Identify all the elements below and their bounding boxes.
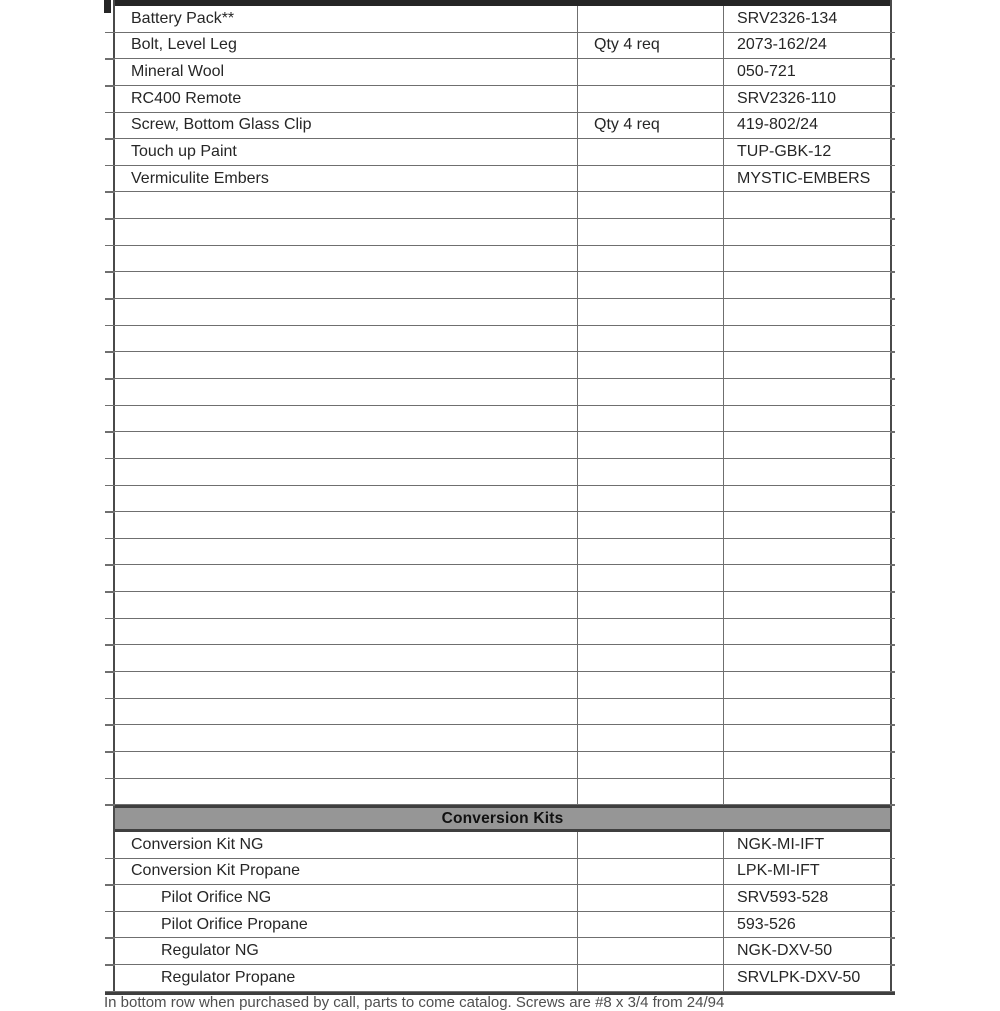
qty-cell [577, 406, 723, 432]
qty-cell [577, 699, 723, 725]
qty-cell [577, 299, 723, 325]
empty-table-row [115, 592, 890, 619]
empty-table-row [115, 512, 890, 539]
item-cell [115, 672, 577, 698]
qty-cell [577, 565, 723, 591]
part-number-cell: 593-526 [723, 912, 890, 938]
qty-cell [577, 672, 723, 698]
part-number-cell [723, 219, 890, 245]
table-row [115, 938, 890, 965]
part-number-cell [723, 379, 890, 405]
item-cell: Mineral Wool [131, 63, 225, 81]
empty-table-row [115, 406, 890, 433]
qty-cell [577, 432, 723, 458]
qty-cell [577, 192, 723, 218]
qty-cell [577, 592, 723, 618]
parts-rows-conversion-section [115, 832, 890, 992]
qty-cell: Qty 4 req [577, 33, 723, 59]
table-row [115, 965, 890, 992]
empty-table-row [115, 432, 890, 459]
item-cell [115, 725, 577, 751]
item-cell [115, 565, 577, 591]
empty-table-row [115, 725, 890, 752]
part-number-cell: 050-721 [723, 59, 890, 85]
qty-cell [577, 832, 723, 858]
empty-table-row [115, 619, 890, 646]
item-cell: RC400 Remote [131, 89, 242, 107]
qty-cell [577, 166, 723, 192]
item-cell [115, 619, 577, 645]
table-row [115, 859, 890, 886]
part-number-cell [723, 299, 890, 325]
empty-table-row [115, 645, 890, 672]
part-number-cell [723, 619, 890, 645]
table-row [115, 912, 890, 939]
empty-table-row [115, 699, 890, 726]
item-cell [115, 592, 577, 618]
qty-cell [577, 379, 723, 405]
part-number-cell [723, 192, 890, 218]
empty-table-row [115, 379, 890, 406]
part-number-cell: SRVLPK-DXV-50 [723, 965, 890, 991]
qty-cell [577, 965, 723, 991]
item-cell: Pilot Orifice NG [161, 888, 272, 906]
qty-cell [577, 645, 723, 671]
part-number-cell [723, 645, 890, 671]
empty-table-row [115, 219, 890, 246]
empty-table-row [115, 539, 890, 566]
item-cell [115, 779, 577, 805]
item-cell: Battery Pack** [131, 9, 235, 27]
qty-cell [577, 725, 723, 751]
table-row [115, 33, 890, 60]
item-cell: Touch up Paint [131, 143, 237, 161]
table-row [115, 59, 890, 86]
part-number-cell: 2073-162/24 [723, 33, 890, 59]
item-cell [115, 379, 577, 405]
part-number-cell [723, 352, 890, 378]
item-cell: Pilot Orifice Propane [161, 915, 308, 933]
qty-cell [577, 219, 723, 245]
qty-cell [577, 326, 723, 352]
part-number-cell [723, 592, 890, 618]
part-number-cell [723, 246, 890, 272]
qty-cell [577, 139, 723, 165]
qty-cell [577, 246, 723, 272]
qty-cell [577, 512, 723, 538]
table-row [115, 113, 890, 140]
part-number-cell: MYSTIC-EMBERS [723, 166, 890, 192]
empty-table-row [115, 272, 890, 299]
item-cell [115, 352, 577, 378]
item-cell [115, 219, 577, 245]
part-number-cell: NGK-DXV-50 [723, 938, 890, 964]
item-cell [115, 246, 577, 272]
part-number-cell [723, 725, 890, 751]
part-number-cell [723, 699, 890, 725]
qty-cell [577, 486, 723, 512]
part-number-cell [723, 672, 890, 698]
item-cell [115, 752, 577, 778]
item-cell [115, 699, 577, 725]
part-number-cell [723, 565, 890, 591]
part-number-cell [723, 486, 890, 512]
section-header-conversion-kits [115, 805, 890, 832]
qty-cell [577, 6, 723, 32]
item-cell [115, 512, 577, 538]
part-number-cell: LPK-MI-IFT [723, 859, 890, 885]
qty-cell [577, 752, 723, 778]
item-cell: Regulator Propane [161, 968, 296, 986]
qty-cell [577, 539, 723, 565]
empty-table-row [115, 246, 890, 273]
part-number-cell [723, 459, 890, 485]
item-cell [115, 432, 577, 458]
part-number-cell [723, 752, 890, 778]
part-number-cell: TUP-GBK-12 [723, 139, 890, 165]
empty-table-row [115, 459, 890, 486]
qty-cell [577, 86, 723, 112]
empty-table-row [115, 779, 890, 806]
item-cell [115, 192, 577, 218]
part-number-cell: NGK-MI-IFT [723, 832, 890, 858]
item-cell [115, 539, 577, 565]
empty-table-row [115, 299, 890, 326]
table-row [115, 166, 890, 193]
table-row [115, 139, 890, 166]
qty-cell [577, 619, 723, 645]
item-cell: Regulator NG [161, 942, 259, 960]
part-number-cell: SRV593-528 [723, 885, 890, 911]
item-cell [115, 406, 577, 432]
item-cell [115, 645, 577, 671]
parts-rows-top-section [115, 6, 890, 192]
item-cell [115, 272, 577, 298]
part-number-cell: SRV2326-134 [723, 6, 890, 32]
table-row [115, 86, 890, 113]
qty-cell [577, 352, 723, 378]
part-number-cell [723, 326, 890, 352]
empty-table-row [115, 752, 890, 779]
item-cell [115, 299, 577, 325]
item-cell: Screw, Bottom Glass Clip [131, 116, 312, 134]
item-cell: Conversion Kit Propane [131, 862, 300, 880]
empty-table-row [115, 352, 890, 379]
item-cell [115, 326, 577, 352]
item-cell: Vermiculite Embers [131, 169, 269, 187]
table-top-left-border-stub [104, 0, 111, 13]
part-number-cell [723, 406, 890, 432]
qty-cell [577, 779, 723, 805]
item-cell: Bolt, Level Leg [131, 36, 237, 54]
empty-table-row [115, 486, 890, 513]
qty-cell [577, 938, 723, 964]
part-number-cell: SRV2326-110 [723, 86, 890, 112]
empty-table-row [115, 326, 890, 353]
item-cell [115, 459, 577, 485]
part-number-cell [723, 512, 890, 538]
part-number-cell [723, 779, 890, 805]
empty-table-row [115, 565, 890, 592]
qty-cell [577, 859, 723, 885]
empty-table-row [115, 672, 890, 699]
empty-rows-section [115, 192, 890, 805]
qty-cell [577, 459, 723, 485]
part-number-cell [723, 432, 890, 458]
parts-table [113, 0, 892, 995]
section-header-label: Conversion Kits [441, 809, 564, 827]
part-number-cell [723, 539, 890, 565]
qty-cell [577, 912, 723, 938]
table-row [115, 832, 890, 859]
part-number-cell: 419-802/24 [723, 113, 890, 139]
table-row [115, 6, 890, 33]
empty-table-row [115, 192, 890, 219]
footnote-cutoff-text: In bottom row when purchased by call, parts to come catalog. Screws are #8 x 3/4 from 24/94 [104, 994, 725, 1011]
qty-cell [577, 59, 723, 85]
qty-cell: Qty 4 req [577, 113, 723, 139]
qty-cell [577, 885, 723, 911]
item-cell: Conversion Kit NG [131, 835, 264, 853]
part-number-cell [723, 272, 890, 298]
table-row [115, 885, 890, 912]
item-cell [115, 486, 577, 512]
qty-cell [577, 272, 723, 298]
